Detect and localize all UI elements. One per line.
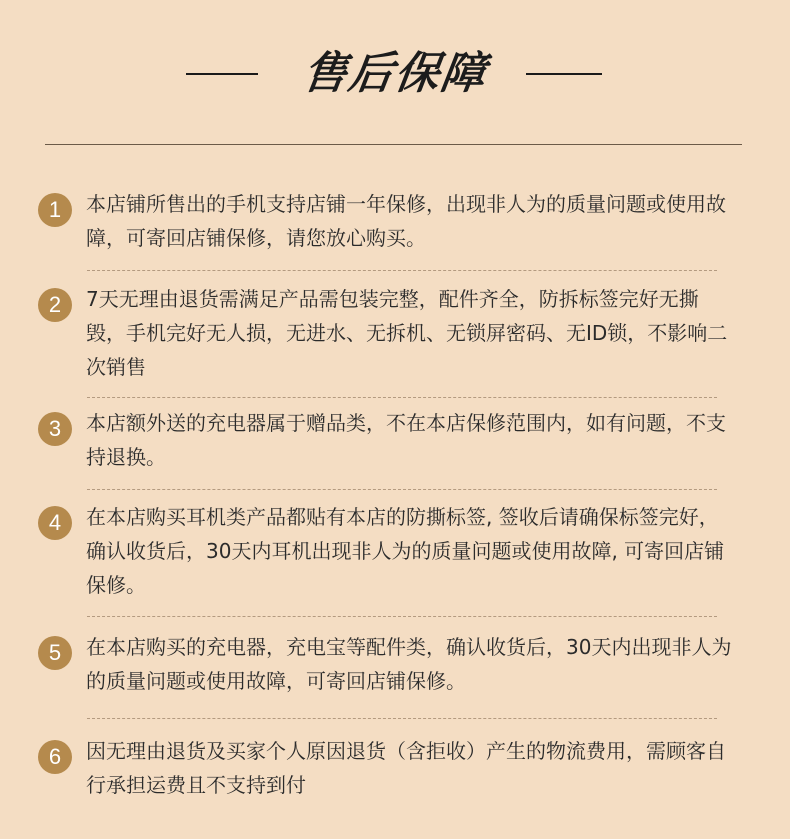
page-title: 售后保障	[299, 48, 491, 99]
item-number-badge: 4	[38, 506, 72, 540]
title-right-line	[526, 73, 602, 75]
dashed-divider	[87, 397, 717, 398]
dashed-divider	[87, 489, 717, 490]
item-number-badge: 3	[38, 412, 72, 446]
item-text: 在本店购买耳机类产品都贴有本店的防撕标签, 签收后请确保标签完好，确认收货后，30天内耳机出现非人为的质量问题或使用故障, 可寄回店铺保修。	[86, 505, 725, 597]
header	[0, 40, 790, 110]
top-divider	[45, 144, 742, 145]
item-number-badge: 5	[38, 636, 72, 670]
dashed-divider	[87, 616, 717, 617]
item-text: 7天无理由退货需满足产品需包装完整，配件齐全，防拆标签完好无撕毁，手机完好无人损，无进水、无拆机、无锁屏密码、无ID锁，不影响二次销售	[86, 287, 728, 379]
dashed-divider	[87, 718, 717, 719]
title-left-line	[186, 73, 258, 75]
item-text: 在本店购买的充电器，充电宝等配件类，确认收货后，30天内出现非人为的质量问题或使用故障，可寄回店铺保修。	[86, 635, 732, 693]
item-number-badge: 6	[38, 740, 72, 774]
item-text: 本店铺所售出的手机支持店铺一年保修，出现非人为的质量问题或使用故障，可寄回店铺保修，请您放心购买。	[86, 192, 726, 250]
item-number-badge: 2	[38, 288, 72, 322]
dashed-divider	[87, 270, 717, 271]
item-number-badge: 1	[38, 193, 72, 227]
item-text: 本店额外送的充电器属于赠品类，不在本店保修范围内，如有问题，不支持退换。	[86, 411, 726, 469]
item-text: 因无理由退货及买家个人原因退货（含拒收）产生的物流费用，需顾客自行承担运费且不支持到付	[86, 739, 726, 797]
